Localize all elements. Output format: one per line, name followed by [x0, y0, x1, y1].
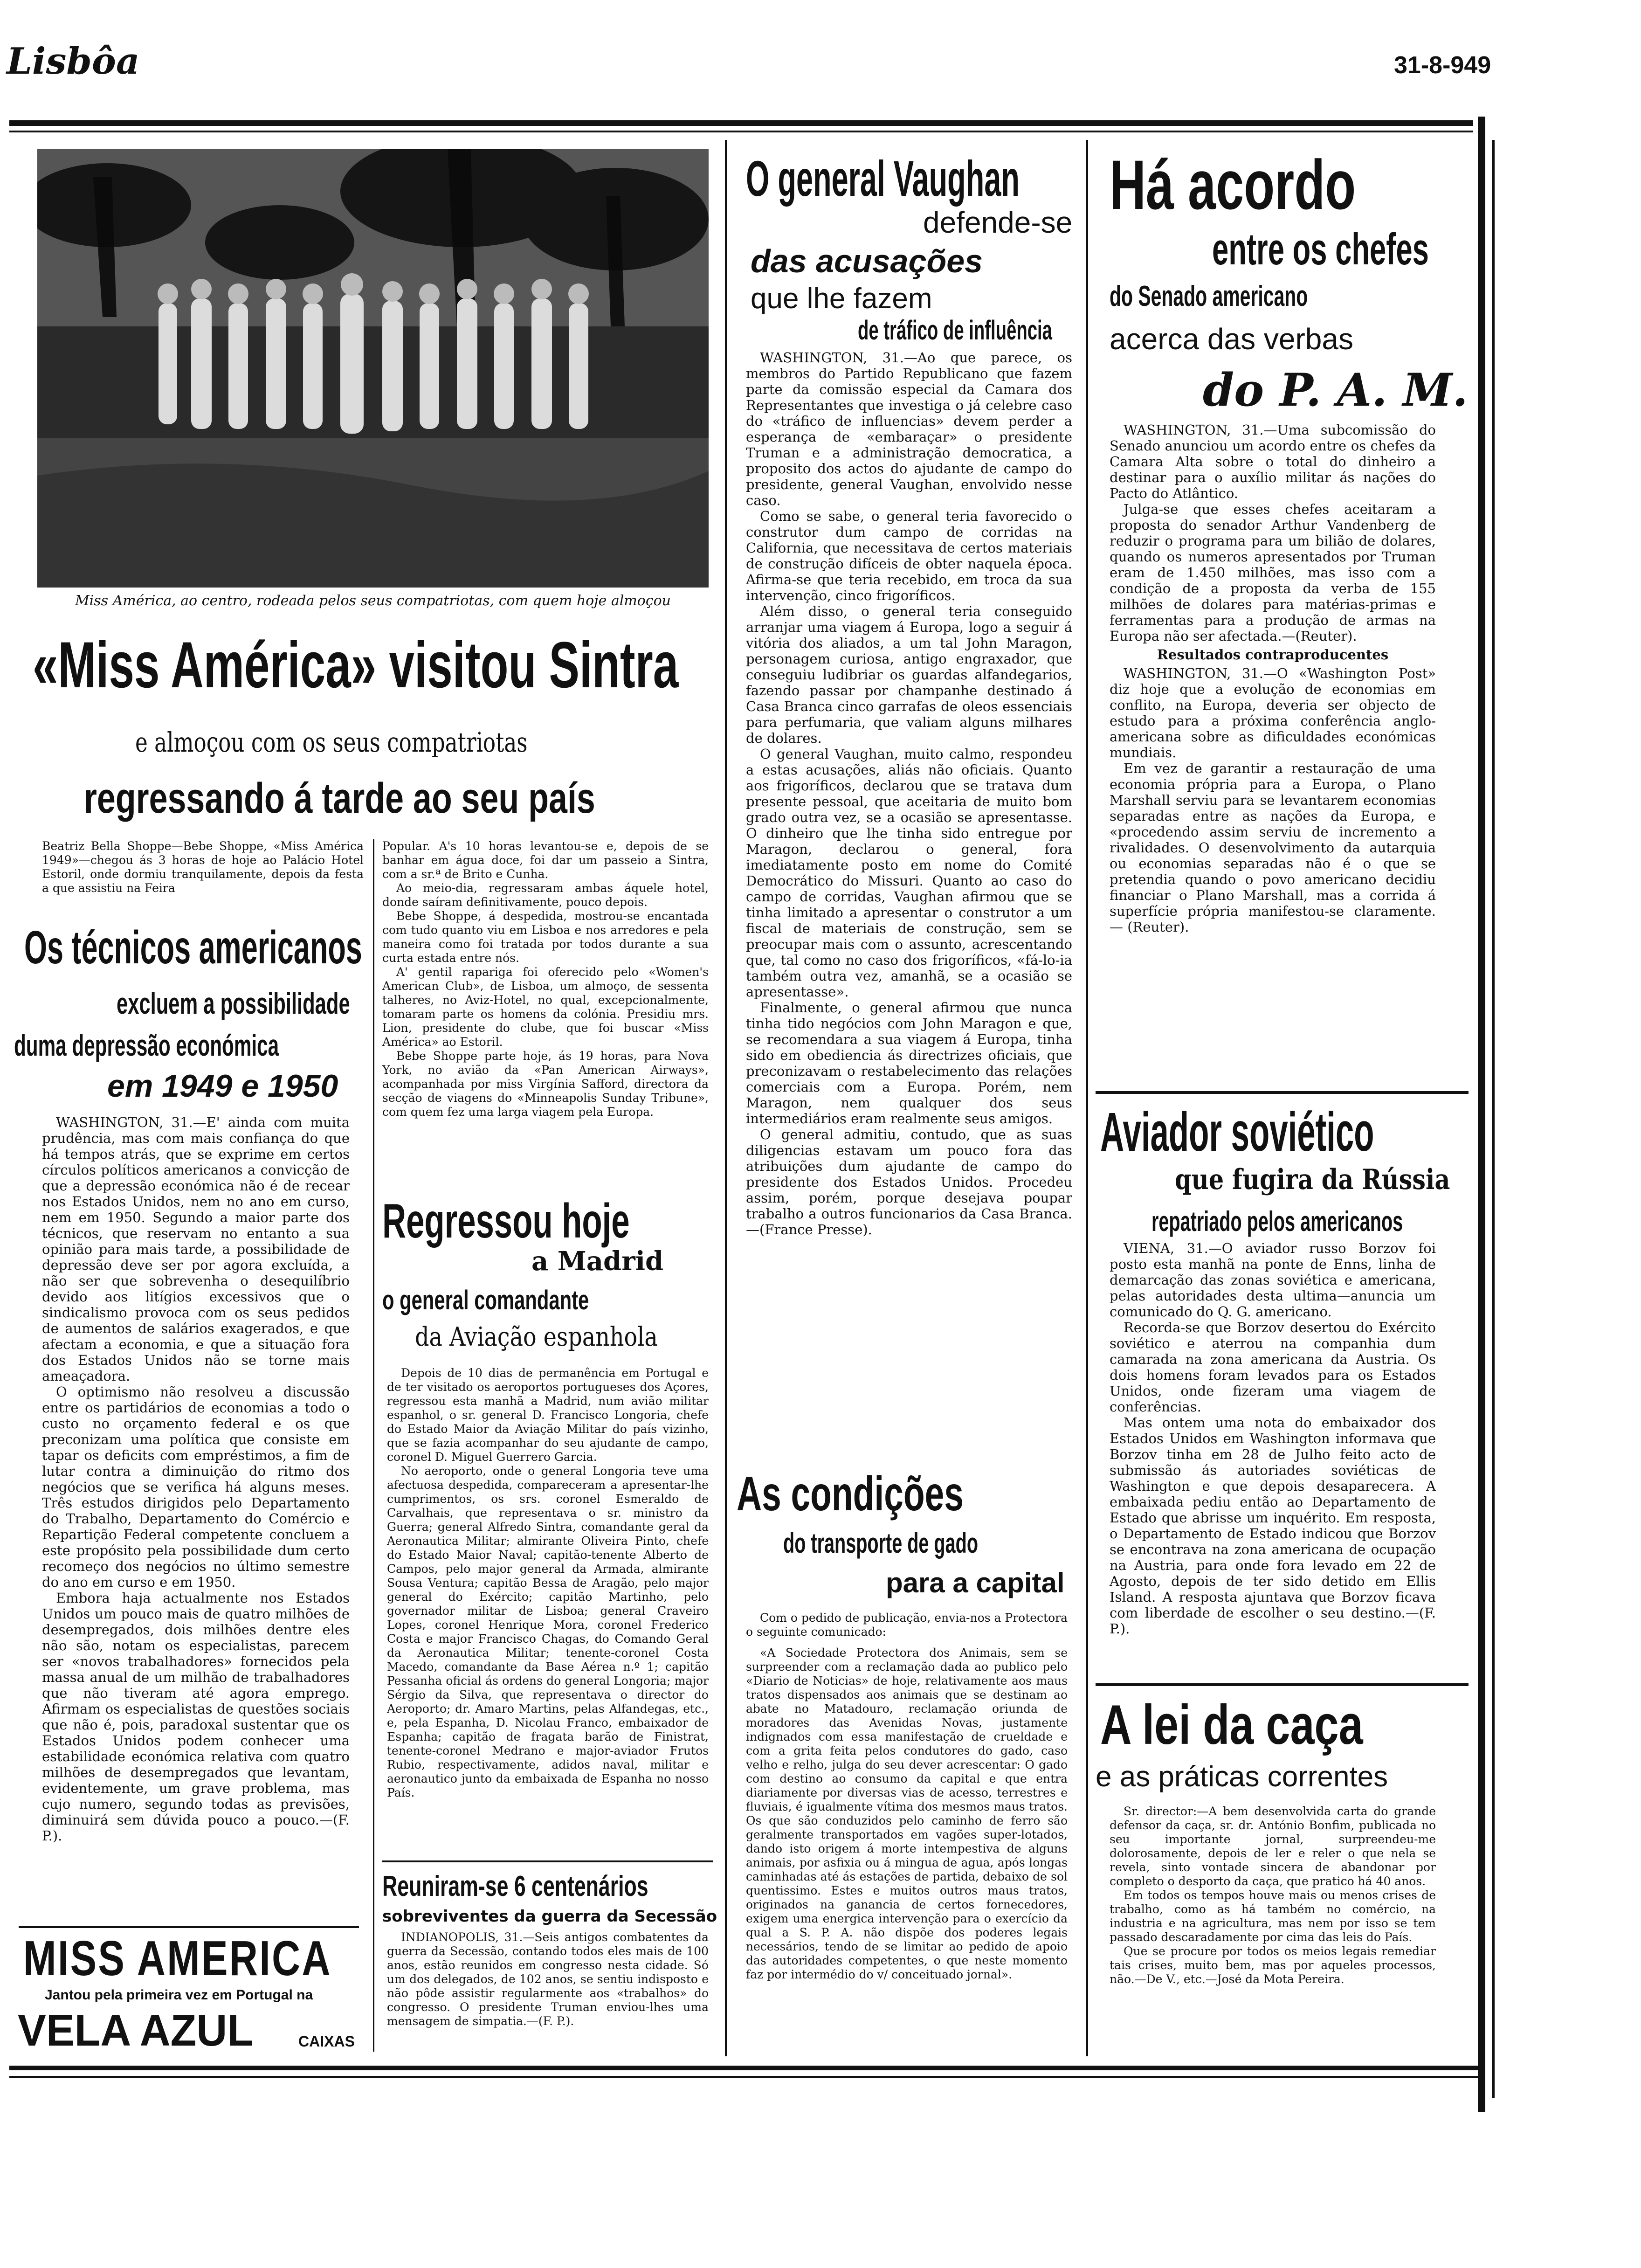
acordo-headline: Há acordo: [1110, 145, 1356, 224]
bottom-border-2: [9, 2076, 1482, 2078]
miss-headline: «Miss América» visitou Sintra: [33, 628, 679, 701]
aviador-sub2: repatriado pelos americanos: [1151, 1206, 1403, 1237]
right-border-thin: [1492, 140, 1495, 2098]
regressou-sub2: o general comandante: [382, 1285, 589, 1315]
ad-tagline: Jantou pela primeira vez em Portugal na: [45, 1987, 313, 2003]
acordo-para: WASHINGTON, 31.—Uma subcomissão do Senado anunciou um acordo entre os chefes da Camara Alta sobre o total do dinheiro a destinar para o auxílio militar ás nações do Pacto do Atlântico.: [1110, 422, 1436, 501]
tecnicos-para: O optimismo não resolveu a discussão entre os partidários de economias a todo o custo no orçamento federal e os que preconizam uma política que consiste em tapar os deficits com empréstimos, a fim de lutar contra a diminuição do ritmo dos negócios que se verifica há alguns meses. Três estudos dirigidos pelo Departamento do Trabalho, Departamento do Comércio e Repartição Federal competente concluem a este propósito pela possibilidade dum certo recomeço dos negócios no último semestre do ano em curso e em 1950.: [42, 1384, 350, 1590]
acordo-sub1: entre os chefes: [1212, 224, 1429, 274]
right-border-thick: [1478, 117, 1485, 2112]
vaughan-sub4: de tráfico de influência: [858, 315, 1052, 346]
tecnicos-sub2: duma depressão económica: [14, 1029, 279, 1062]
caca-top-rule: [1096, 1683, 1469, 1686]
acordo-sub4: do P. A. M.: [1203, 364, 1468, 416]
ad-top-rule: [19, 1926, 359, 1928]
masthead-rule: [9, 120, 1473, 126]
condicoes-sub1: do transporte de gado: [783, 1528, 979, 1559]
acordo-sub3: acerca das verbas: [1110, 322, 1353, 356]
photo-caption: Miss América, ao centro, rodeada pelos seus compatriotas, com quem hoje almoçou: [75, 593, 671, 609]
tecnicos-sub3: em 1949 e 1950: [107, 1068, 338, 1104]
regressou-para: Depois de 10 dias de permanência em Portugal e de ter visitado os aeroportos portugueses dos Açores, regressou esta manhã a Madrid, num avião militar espanhol, o sr. general D. Francisco Longoria, chefe do Estado Maior da Aviação Militar do país vizinho, que se fazia acompanhar do seu ajudante de campo, coronel D. Miguel Guerrero Garcia.: [387, 1366, 709, 1464]
caca-sub: e as práticas correntes: [1096, 1761, 1388, 1793]
vaughan-text: [746, 350, 1072, 1238]
acordo-subhead: Resultados contraproducentes: [1157, 647, 1389, 663]
miss-sub1: e almoçou com os seus compatriotas: [135, 726, 528, 758]
column-rule-2: [1086, 140, 1088, 2056]
caca-para: Sr. director:—A bem desenvolvida carta do grande defensor da caça, sr. dr. António Bonfim, publicada no seu importante jornal, surpreendeu-me dolorosamente, depois de ler e reler o que nela se revela, sinto vontade sincera de abandonar por completo o desporto da caça, que pratico há 40 anos.: [1110, 1805, 1436, 1888]
regressou-sub3: da Aviação espanhola: [415, 1322, 658, 1352]
bottom-border: [9, 2066, 1482, 2070]
tecnicos-headline: Os técnicos americanos: [24, 921, 362, 974]
masthead-title: Lisbôa: [7, 40, 140, 83]
centenarios-top-rule: [382, 1860, 713, 1862]
condicoes-sub2: para a capital: [886, 1567, 1065, 1598]
tecnicos-para: Embora haja actualmente nos Estados Unidos um pouco mais de quatro milhões de desempregados, dois milhões dentre eles não são, notam os especialistas, parecem ser «novos trabalhadores» fornecidos pela massa anual de um milhão de trabalhadores que não tiveram até agora emprego. Afirmam os especialistas de questões sociais que não é, pois, paradoxal sustentar que os Estados Unidos podem conhecer uma estabilidade económica relativa com quatro milhões de desempregados que levantam, evidentemente, um grave problema, mas cujo numero, segundo todas as previsões, diminuirá sem dúvida pouco a pouco.—(F. P.).: [42, 1590, 350, 1844]
miss-para: Bebe Shoppe, á despedida, mostrou-se encantada com tudo quanto viu em Lisboa e nos arredores e pela maneira como foi tratada por todos durante a sua curta estada entre nós.: [382, 909, 709, 965]
centenarios-text: INDIANOPOLIS, 31.—Seis antigos combatentes da guerra da Secessão, contando todos eles mais de 100 anos, estão reunidos em congresso nesta cidade. Só um dos delegados, de 102 anos, se sentiu indisposto e não pôde assistir regularmente aos «trabalhos» do congresso. O presidente Truman enviou-lhes uma mensagem de simpatia.—(F. P.).: [387, 1930, 709, 2028]
vaughan-para: O general Vaughan, muito calmo, respondeu a estas acusações, aliás não oficiais. Quanto aos frigoríficos, declarou que se tratava dum presente pessoal, que aceitaria de muito bom grado outra vez, se a ocasião se apresentasse. O dinheiro que lhe tinha sido entregue por Maragon, declarou o general, fora imediatamente posto em nome do Comité Democrático do Missuri. Quanto ao caso do campo de corridas, Vaughan afirmou que se tinha limitado a apresentar o construtor a um fiscal de materiais de construção, sem se preocupar mais com o assunto, acrescentando que, tal como no caso dos frigoríficos, «fá-lo-ia também outra vez, amanhã, se a ocasião se apresentasse».: [746, 746, 1072, 1000]
regressou-para: No aeroporto, onde o general Longoria teve uma afectuosa despedida, compareceram a apresentar-lhe cumprimentos, os srs. coronel Esmeraldo de Carvalhais, que representava o sr. ministro da Guerra; general Alfredo Sintra, comandante geral da Aeronautica Militar; almirante Oliveira Pinto, chefe do Estado Maior Naval; capitão-tenente Alberto de Campos, pelo major general da Armada, almirante Sousa Ventura; capitão Bessa de Aragão, pelo major general do Exército; capitão Martinho, pelo governador militar de Lisboa; general Craveiro Lopes, coronel Henrique Mora, coronel Frederico Costa e major Francisco Chagas, do Comando Geral da Aeronautica Militar; tenente-coronel Costa Macedo, comandante da Base Aérea n.º 1; capitão Pessanha oficial ás ordens do general Longoria; major Sérgio da Silva, que representava o director do Aeroporto; dr. Amaro Martins, pelas Alfandegas, etc., e, pela Espanha, D. Nicolau Franco, embaixador de Espanha; capitão de fragata barão de Finistrat, tenente-coronel Medrano e major-aviador Frutos Rubio, respectivamente, adidos naval, militar e aeronautico junto da embaixada de Espanha no nosso País.: [387, 1464, 709, 1799]
acordo-text: [1110, 422, 1436, 935]
masthead-date: 31-8-949: [1394, 52, 1491, 79]
aviador-text: [1110, 1240, 1436, 1637]
vaughan-para: O general admitiu, contudo, que as suas diligencias estavam um pouco fora das atribuições dum ajudante de campo do presidente dos Estados Unidos. Procedeu assim, porém, porque desejava poupar trabalho a outros funcionarios da Casa Branca.—(France Presse).: [746, 1127, 1072, 1238]
aviador-para: VIENA, 31.—O aviador russo Borzov foi posto esta manhã na ponte de Enns, linha de demarcação das zonas soviética e americana, pelas autoridades desta ultima—anuncia um comunicado do Q. G. americano.: [1110, 1240, 1436, 1320]
regressou-headline: Regressou hoje: [382, 1194, 630, 1248]
condicoes-headline: As condições: [737, 1467, 964, 1521]
miss-para: Bebe Shoppe parte hoje, ás 19 horas, para Nova York, no avião da «Pan American Airways», acompanhada por miss Virgínia Safford, directora da secção de viagens do «Minneapolis Sunday Tribune», com quem fez uma larga viagem pela Europa.: [382, 1049, 709, 1119]
vaughan-sub2: das acusações: [751, 243, 983, 279]
aviador-para: Recorda-se que Borzov desertou do Exército soviético e aterrou na companhia dum camarada na zona americana da Austria. Os dois homens foram levados para os Estados Unidos, onde fizeram uma viagem de conferências.: [1110, 1320, 1436, 1415]
vaughan-para: Finalmente, o general afirmou que nunca tinha tido negócios com John Maragon e que, se recomendara a sua viagem á Europa, tinha sido em obediencia ás directrizes oficiais, que preconizavam o restabelecimento das relações comerciais com a Europa. Porém, nem Maragon, nem qualquer dos seus intermediários eram realmente seus amigos.: [746, 1000, 1072, 1127]
miss-para: Popular. A's 10 horas levantou-se e, depois de se banhar em água doce, foi dar um passeio a Sintra, com a sr.ª de Brito e Cunha.: [382, 839, 709, 881]
ad-box-label: CAIXAS: [298, 2033, 355, 2050]
centenarios-headline: Reuniram-se 6 centenários: [382, 1870, 648, 1902]
miss-column-rule: [373, 839, 374, 2052]
acordo-para: Julga-se que esses chefes aceitaram a proposta do senador Arthur Vandenberg de reduzir o programa para um bilião de dolares, quando os numeros apresentados por Truman eram de 1.450 milhões, mas isso com a condição de a proposta da verba de 155 milhões de dolares para matérias-primas e ferramentas para a produção de armas na Europa não ser afectada.—(Reuter).: [1110, 501, 1436, 644]
column-rule-1: [725, 140, 727, 2056]
vaughan-headline: O general Vaughan: [746, 150, 1020, 207]
aviador-top-rule: [1096, 1091, 1469, 1094]
tecnicos-para: WASHINGTON, 31.—E' ainda com muita prudência, mas com mais confiança do que há tempos atrás, que se exprime em certos círculos políticos americanos a convicção de que a depressão económica não é de recear nos Estados Unidos, nem no ano em curso, nem em 1950. Segundo a maior parte dos técnicos, que reservam no entanto a sua opinião para mais tarde, a possibilidade de depressão deve ser por agora excluída, a não ser que sobrevenha o desequilíbrio devido aos litígios excessivos que o sindicalismo provoca com os seus pedidos de aumentos de salários exagerados, e que afectam a economia, e que a situação fora dos Estados Unidos não se torne mais ameaçadora.: [42, 1114, 350, 1384]
vaughan-sub1: defende-se: [923, 206, 1073, 239]
miss-text-col1: Beatriz Bella Shoppe—Bebe Shoppe, «Miss América 1949»—chegou ás 3 horas de hoje ao Palácio Hotel Estoril, onde dormiu tranquilamente, depois da festa a que assistiu na Feira: [42, 839, 364, 895]
caca-headline: A lei da caça: [1100, 1694, 1363, 1756]
aviador-headline: Aviador soviético: [1100, 1101, 1374, 1163]
caca-para: Que se procure por todos os meios legais remediar tais crises, muito bem, mas por aqueles processos, não.—De V., etc.—José da Mota Pereira.: [1110, 1944, 1436, 1986]
vaughan-para: WASHINGTON, 31.—Ao que parece, os membros do Partido Republicano que fazem parte da comissão especial da Camara dos Representantes que investiga o já celebre caso do «tráfico de influencias» devem perder a esperança de «embaraçar» o presidente Truman e a administração democratica, a proposito dos actos do ajudante de campo do presidente, general Vaughan, envolvido nesse caso.: [746, 350, 1072, 508]
miss-america-photo: [37, 149, 709, 588]
condicoes-text: «A Sociedade Protectora dos Animais, sem se surpreender com a reclamação dada ao publico pelo «Diario de Noticias» de hoje, relativamente aos maus tratos dispensados aos animais que se destinam ao abate no Matadouro, reclamação oriunda de moradores das Avenidas Novas, justamente indignados com essa manifestação de crueldade e com a grita feita pelos condutores do gado, caso velho e relho, julga do seu dever acrescentar: O gado com destino ao consumo da capital e que entra diariamente por diversas vias de acesso, terrestres e fluviais, é igualmente vítima dos mesmos maus tratos. Os que são conduzidos pelo caminho de ferro são geralmente transportados em vagões super-lotados, dando isto origem á morte intempestiva de alguns animais, por asfixia ou á mingua de agua, após longas caminhadas até ás estações de partida, debaixo de sol quentissimo. Estes e muitos outros maus tratos, originados na ganancia de certos fornecedores, exigem uma energica intervenção para o exercício da qual a S. P. A. não dispõe dos poderes legais necessários, tendo de se limitar ao pedido de apoio das autoridades competentes, o que neste momento faz por intermédio do v/ conceituado jornal».: [746, 1646, 1068, 1981]
miss-text-col2: [382, 839, 709, 1119]
photo-illustration: [37, 149, 709, 588]
regressou-text: [387, 1366, 709, 1800]
vaughan-para: Como se sabe, o general teria favorecido o construtor dum campo de corridas na California, que necessitava de certos materiais de construção difíceis de obter naquela época. Afirma-se que teria recebido, em troca da sua intervenção, cinco frigoríficos.: [746, 508, 1072, 603]
vaughan-sub3: que lhe fazem: [751, 283, 932, 315]
condicoes-intro: Com o pedido de publicação, envia-nos a Protectora o seguinte comunicado:: [746, 1611, 1068, 1639]
aviador-para: Mas ontem uma nota do embaixador dos Estados Unidos em Washington informava que Borzov tinha em 28 de Julho feito acto de submissão ás autoriades soviéticas de Washington e que depois desaparecera. A embaixada pediu então ao Departamento de Estado que abrisse um inquérito. Em resposta, o Departamento de Estado indicou que Borzov se encontrava na zona americana de ocupação na Austria, para onde fora levado em 22 de Agosto, depois de ter sido detido em Ellis Island. A resposta ajuntava que Borzov ficava com liberdade de escolher o seu destino.—(F. P.).: [1110, 1415, 1436, 1637]
ad-title: MISS AMERICA: [23, 1931, 332, 1986]
vaughan-para: Além disso, o general teria conseguido arranjar uma viagem á Europa, logo a seguir á vitória dos aliados, a um tal John Maragon, personagem curiosa, antigo engraxador, que conseguiu ludibriar os guardas alfandegarios, fazendo passar por champanhe destinado á Casa Branca cinco garrafas de oleos essenciais para perfumaria, que valiam alguns milhares de dolares.: [746, 603, 1072, 746]
acordo-para: Em vez de garantir a restauração de uma economia própria para a Europa, o Plano Marshall serviu para se levantarem economias separadas entre as nações da Europa, e «procedendo assim serviu de incremento a rivalidades. O desenvolvimento da autarquia ou economias separadas não é o que se pretendia quando o povo americano decidiu financiar o Plano Marshall, mas a corrida á superfície própria manifestou-se claramente. — (Reuter).: [1110, 761, 1436, 935]
acordo-para: WASHINGTON, 31.—O «Washington Post» diz hoje que a evolução de economias em conflito, na Europa, deveria ser objecto de estudo para a próxima conferência anglo-americana sobre as dificuldades económicas mundiais.: [1110, 665, 1436, 761]
tecnicos-sub1: excluem a possibilidade: [117, 987, 350, 1020]
miss-sub2: regressando á tarde ao seu país: [84, 774, 595, 822]
centenarios-sub: sobreviventes da guerra da Secessão: [382, 1907, 717, 1926]
caca-text: [1110, 1805, 1436, 1986]
ad-brand: VELA AZUL: [18, 2005, 253, 2055]
aviador-sub1: que fugira da Rússia: [1175, 1163, 1450, 1196]
masthead-rule-thin: [9, 131, 1473, 132]
miss-para: A' gentil rapariga foi oferecido pelo «Women's American Club», de Lisboa, um almoço, de sessenta talheres, no Aviz-Hotel, no qual, excepcionalmente, tomaram parte os homens da colónia. Presidiu mrs. Lion, presidente do clube, que foi buscar «Miss América» ao Estoril.: [382, 965, 709, 1049]
miss-para: Ao meio-dia, regressaram ambas áquele hotel, donde saíram definitivamente, pouco depois.: [382, 881, 709, 909]
acordo-sub2: do Senado americano: [1110, 280, 1308, 312]
regressou-sub1: a Madrid: [531, 1246, 664, 1277]
caca-para: Em todos os tempos houve mais ou menos crises de trabalho, como as há também no comércio, na industria e na agricultura, mas nem por isso se tem passado descaradamente por cima das leis do País.: [1110, 1888, 1436, 1944]
tecnicos-text: [42, 1114, 350, 1844]
